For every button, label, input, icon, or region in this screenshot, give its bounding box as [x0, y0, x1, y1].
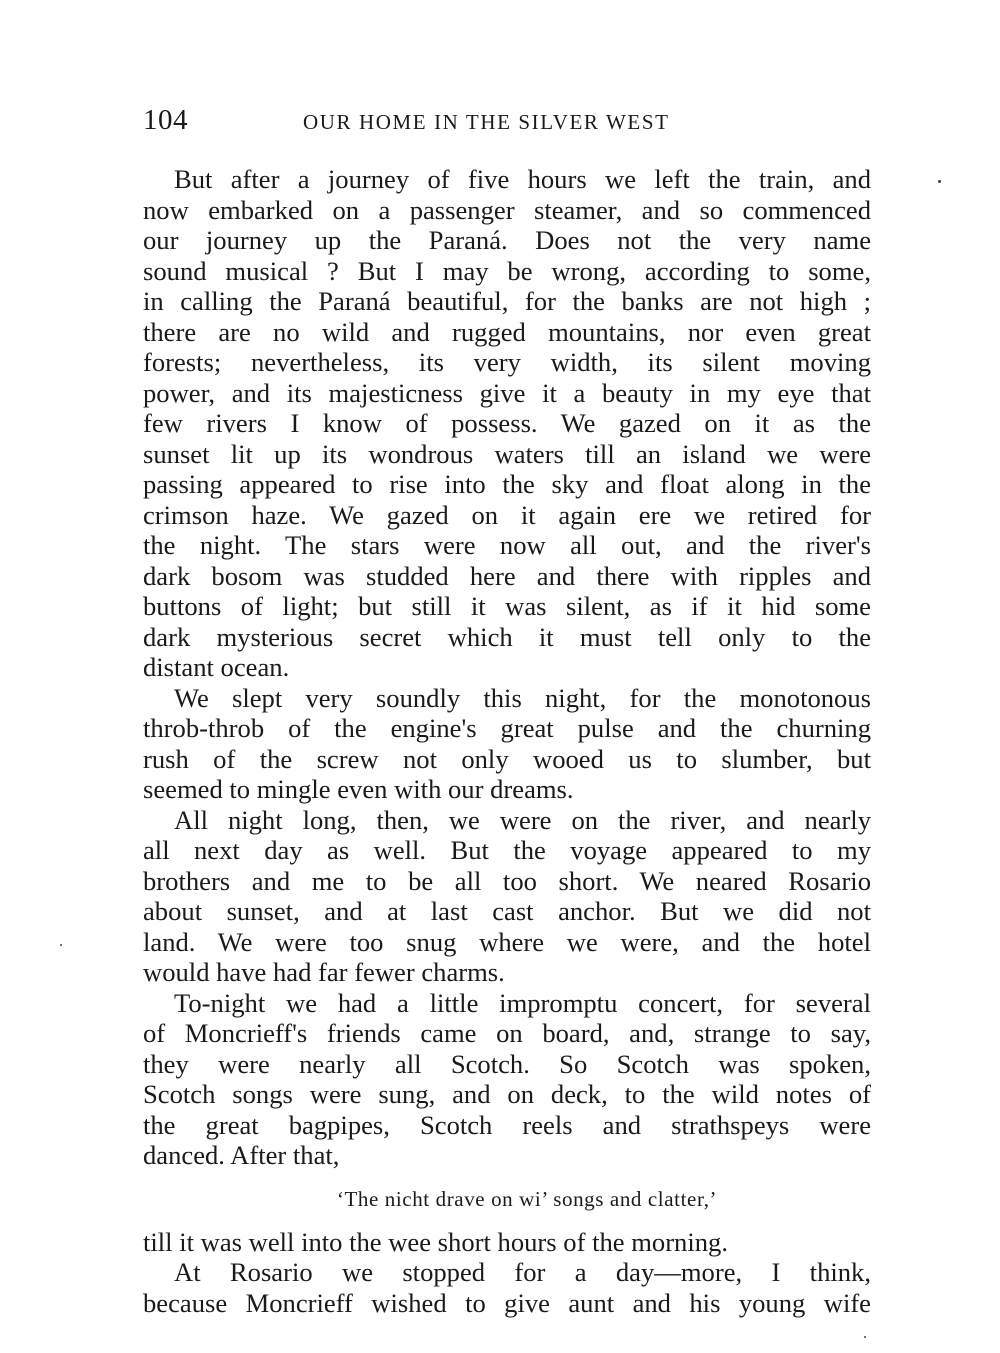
paragraph	[143, 805, 871, 988]
paragraph	[143, 683, 871, 805]
text-line: seemed to mingle even with our dreams.	[143, 774, 574, 804]
text-line: All night long, then, we were on the river, and nearly	[174, 804, 871, 835]
scan-speck	[938, 180, 941, 183]
text-line: dark bosom was studded here and there with ripples and	[143, 560, 871, 591]
text-line: there are no wild and rugged mountains, nor even great	[143, 316, 871, 347]
scan-speck	[864, 1336, 866, 1338]
running-title: OUR HOME IN THE SILVER WEST	[303, 110, 670, 134]
text-line: danced. After that,	[143, 1140, 340, 1170]
text-line: distant ocean.	[143, 652, 290, 682]
text-line: would have had far fewer charms.	[143, 957, 505, 987]
text-line: brothers and me to be all too short. We neared Rosario	[143, 865, 871, 896]
text-line: forests; nevertheless, its very width, its silent moving	[143, 347, 871, 377]
text-line: our journey up the Paraná. Does not the very name	[143, 225, 871, 255]
text-line: sunset lit up its wondrous waters till an island we were	[143, 438, 871, 469]
page-header	[143, 102, 871, 138]
text-line: because Moncrieff wished to give aunt and his young wife	[143, 1287, 871, 1318]
text-line: now embarked on a passenger steamer, and so commenced	[143, 194, 871, 225]
paragraph	[143, 1257, 871, 1318]
text-line: about sunset, and at last cast anchor. But we did not	[143, 896, 871, 926]
text-line: crimson haze. We gazed on it again ere we retired for	[143, 499, 871, 530]
text-line: the night. The stars were now all out, and the river's	[143, 530, 871, 560]
text-line: To-night we had a little impromptu concert, for several	[174, 987, 871, 1018]
text-line: passing appeared to rise into the sky and float along in the	[143, 469, 871, 499]
text-line: in calling the Paraná beautiful, for the banks are not high ;	[143, 286, 871, 316]
text-line: till it was well into the wee short hours of the morning.	[143, 1226, 728, 1257]
text-line: all next day as well. But the voyage appeared to my	[143, 835, 871, 865]
scan-speck	[60, 944, 62, 946]
text-line: At Rosario we stopped for a day—more, I think,	[174, 1257, 871, 1287]
text-line: sound musical ? But I may be wrong, according to some,	[143, 255, 871, 286]
text-line: the great bagpipes, Scotch reels and strathspeys were	[143, 1109, 871, 1140]
paragraph	[143, 988, 871, 1171]
paragraph	[143, 164, 871, 683]
page-number: 104	[143, 104, 188, 136]
text-line: throb-throb of the engine's great pulse and the churning	[143, 713, 871, 743]
text-line: of Moncrieff's friends came on board, and, strange to say,	[143, 1018, 871, 1048]
text-line: rush of the screw not only wooed us to slumber, but	[143, 743, 871, 774]
body-text	[143, 164, 871, 1318]
text-line: buttons of light; but still it was silent, as if it hid some	[143, 591, 871, 621]
text-line: they were nearly all Scotch. So Scotch was spoken,	[143, 1048, 871, 1079]
text-line: few rivers I know of possess. We gazed on it as the	[143, 408, 871, 438]
text-line: dark mysterious secret which it must tell only to the	[143, 621, 871, 652]
text-line: We slept very soundly this night, for the monotonous	[174, 682, 871, 713]
verse-quotation: ‘The nicht drave on wi’ songs and clatter,’	[336, 1186, 718, 1211]
text-line: Scotch songs were sung, and on deck, to the wild notes of	[143, 1079, 871, 1109]
text-line: But after a journey of five hours we left the train, and	[174, 164, 871, 194]
text-line: power, and its majesticness give it a beauty in my eye that	[143, 377, 871, 408]
text-line: land. We were too snug where we were, and the hotel	[143, 926, 871, 957]
